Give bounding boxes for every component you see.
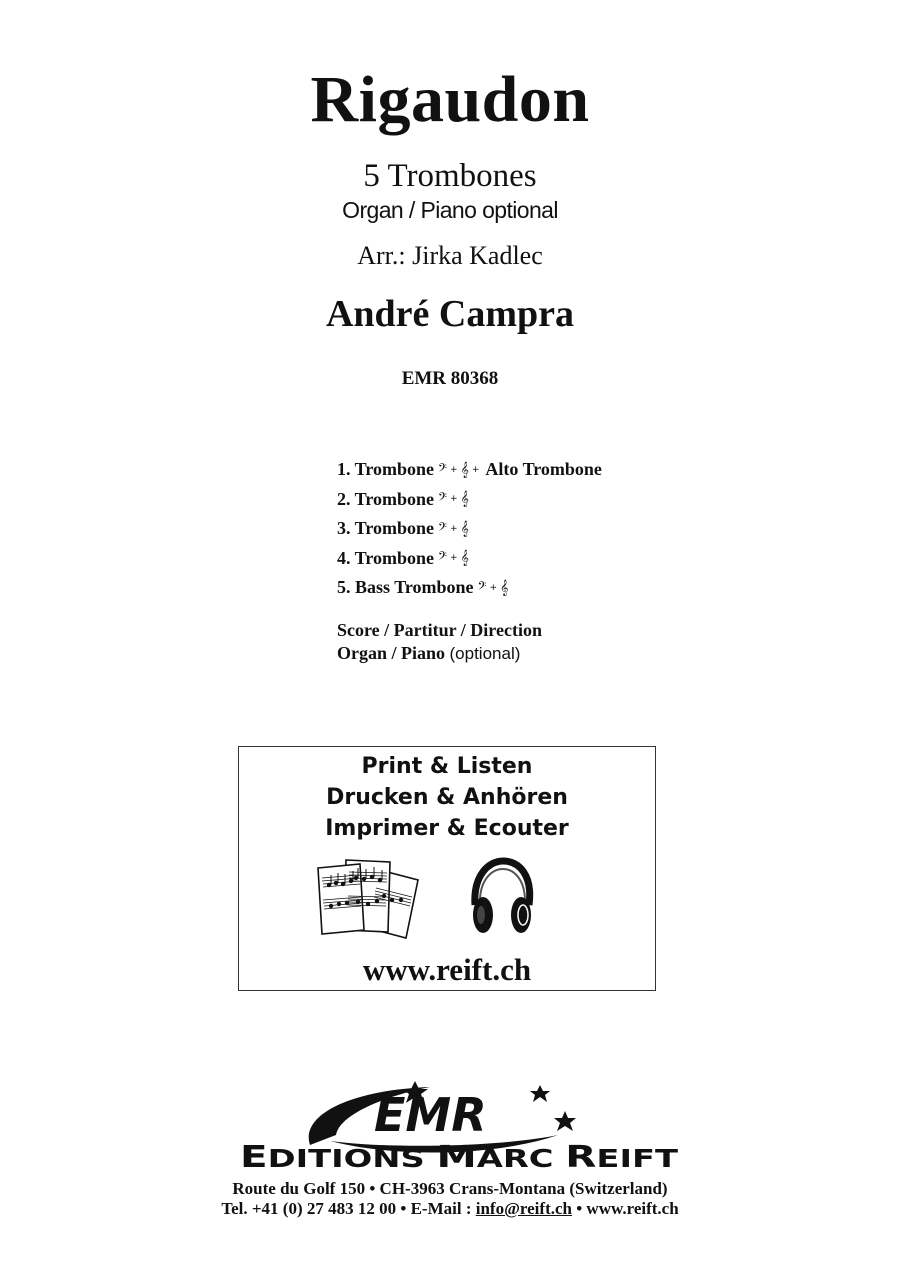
organ-label: Organ / Piano <box>337 643 446 663</box>
part-item <box>337 485 602 515</box>
part-item <box>337 455 602 485</box>
organ-line <box>337 643 542 666</box>
part-label: 1. Trombone <box>337 459 435 480</box>
publisher-name-initial-m: M <box>436 1140 467 1175</box>
treble-clef-icon: 𝄞 <box>500 579 509 596</box>
contact-suffix: • www.reift.ch <box>571 1199 679 1218</box>
plus-sign: + <box>450 494 458 505</box>
bass-clef-icon: 𝄢 <box>438 461 448 478</box>
promo-url-link[interactable]: www.reift.ch <box>362 952 532 987</box>
instrumentation-note: Organ / Piano optional <box>342 197 558 223</box>
subtitle: 5 Trombones <box>363 158 537 194</box>
print-listen-box <box>238 746 656 991</box>
treble-clef-icon: 𝄞 <box>460 461 469 478</box>
publisher-name-part-eift: EIFT <box>596 1144 657 1173</box>
parts-list <box>337 455 602 603</box>
publisher-name <box>240 1140 678 1175</box>
promo-line-de: Drucken & Anhören <box>326 785 568 810</box>
plus-sign: + <box>450 523 458 534</box>
publisher-name-initial-e: E <box>240 1140 261 1175</box>
contact-prefix: Tel. +41 (0) 27 483 12 00 • E-Mail : <box>221 1199 476 1218</box>
publisher-name-initial-r: R <box>565 1140 589 1175</box>
headphones-icon <box>467 857 537 939</box>
part-label: 3. Trombone <box>337 518 435 539</box>
optional-note: (optional) <box>449 644 521 663</box>
treble-clef-icon: 𝄞 <box>460 491 469 508</box>
part-item <box>337 573 602 603</box>
bass-clef-icon: 𝄢 <box>438 550 448 567</box>
bass-clef-icon: 𝄢 <box>477 579 487 596</box>
part-label: 2. Trombone <box>337 488 435 509</box>
catalog-number: EMR 80368 <box>401 368 499 389</box>
emr-logo <box>240 1075 680 1175</box>
part-label: 5. Bass Trombone <box>337 577 474 598</box>
score-line: Score / Partitur / Direction <box>337 620 542 640</box>
publisher-contact <box>0 1199 900 1219</box>
email-link[interactable]: info@reift.ch <box>475 1199 572 1218</box>
plus-sign: + <box>450 553 458 564</box>
part-item <box>337 514 602 544</box>
publisher-address: Route du Golf 150 • CH-3963 Crans-Montana (Switzerland) <box>232 1179 668 1198</box>
promo-line-fr: Imprimer & Ecouter <box>325 816 569 841</box>
plus-sign: + <box>450 464 458 475</box>
bass-clef-icon: 𝄢 <box>438 520 448 537</box>
arranger: Arr.: Jirka Kadlec <box>357 241 543 270</box>
plus-sign: + <box>471 464 480 475</box>
plus-sign: + <box>489 582 498 593</box>
promo-line-en: Print & Listen <box>361 754 533 779</box>
publisher-name-part-ditions: DITIONS <box>267 1144 393 1173</box>
title: Rigaudon <box>310 63 590 136</box>
additional-parts <box>337 620 542 666</box>
emr-logo-text: EMR <box>374 1088 487 1142</box>
treble-clef-icon: 𝄞 <box>460 550 469 567</box>
bass-clef-icon: 𝄢 <box>438 491 448 508</box>
sheet-music-icon <box>314 854 426 944</box>
part-label: 4. Trombone <box>337 547 435 568</box>
treble-clef-icon: 𝄞 <box>460 520 469 537</box>
publisher-name-part-arc: ARC <box>476 1144 543 1173</box>
part-item <box>337 544 602 574</box>
part-extra: Alto Trombone <box>485 459 602 480</box>
composer: André Campra <box>325 293 575 335</box>
